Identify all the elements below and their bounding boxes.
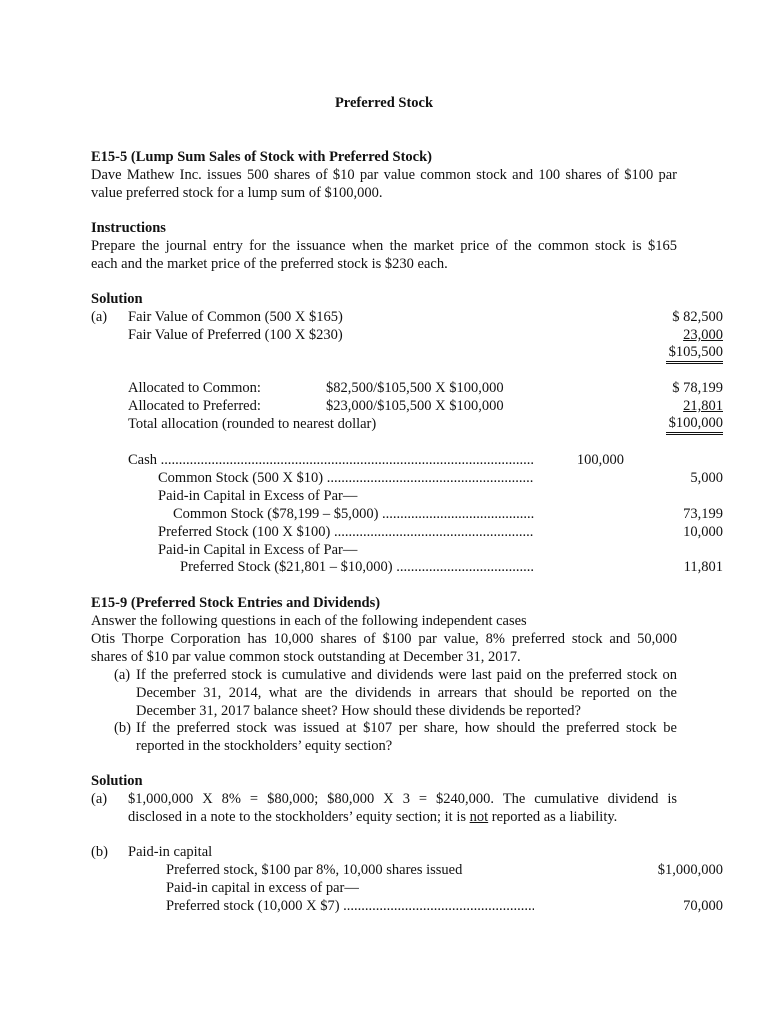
fair-value-label: Fair Value of Common (500 X $165) <box>128 309 343 325</box>
journal-credit: 73,199 <box>683 506 723 522</box>
equity-line-label: Preferred stock (10,000 X $7) ..... <box>166 897 534 915</box>
question-a-line: If the preferred stock is cumulative and dividends were last paid on the preferred stock on <box>136 667 677 683</box>
journal-account-cash: Cash ..... <box>128 451 534 469</box>
fair-value-total: $105,500 <box>666 344 723 364</box>
exercise-heading-e15-5: E15-5 (Lump Sum Sales of Stock with Preferred Stock) <box>91 149 433 165</box>
allocation-calculation: $82,500/$105,500 X $100,000 <box>326 380 504 396</box>
e15-5-description-line: value preferred stock for a lump sum of $100,000. <box>91 185 383 201</box>
journal-credit: 11,801 <box>683 559 723 575</box>
question-a-line: December 31, 2014, what are the dividends in arrears that should be reported on the <box>136 685 677 701</box>
e15-9-description-line: Answer the following questions in each of the following independent cases <box>91 613 527 629</box>
journal-credit: 5,000 <box>690 470 723 486</box>
question-a-line: December 31, 2017 balance sheet? How should these dividends be reported? <box>136 703 581 719</box>
question-b-line: reported in the stockholders’ equity section? <box>136 738 393 754</box>
instructions-line: Prepare the journal entry for the issuance when the market price of the common stock is $165 <box>91 238 677 254</box>
total-allocation-label: Total allocation (rounded to nearest dollar) <box>128 416 377 432</box>
instructions-heading: Instructions <box>91 220 166 236</box>
solution-a-line: $1,000,000 X 8% = $80,000; $80,000 X 3 = $240,000. The cumulative dividend is <box>128 791 677 807</box>
fair-value-amount: $ 82,500 <box>672 309 723 325</box>
allocation-amount: 21,801 <box>683 398 723 414</box>
question-label-a: (a) <box>114 667 131 683</box>
journal-debit: 100,000 <box>576 452 624 468</box>
e15-5-description-line: Dave Mathew Inc. issues 500 shares of $10 par value common stock and 100 shares of $100 par <box>91 167 677 183</box>
fair-value-label: Fair Value of Preferred (100 X $230) <box>128 327 343 343</box>
solution-a-line <box>128 808 617 826</box>
journal-account-apic-common-header: Paid-in Capital in Excess of Par— <box>158 488 358 504</box>
part-label-a: (a) <box>91 309 108 325</box>
solution-label-b: (b) <box>91 844 108 860</box>
e15-9-description-line: Otis Thorpe Corporation has 10,000 shares of $100 par value, 8% preferred stock and 50,000 <box>91 631 677 647</box>
allocation-label: Allocated to Common: <box>128 380 261 396</box>
solution-heading: Solution <box>91 291 143 307</box>
allocation-calculation: $23,000/$105,500 X $100,000 <box>326 398 504 414</box>
question-b-line: If the preferred stock was issued at $107 per share, how should the preferred stock be <box>136 720 677 736</box>
equity-line-amount: 70,000 <box>683 898 723 914</box>
total-allocation-amount: $100,000 <box>666 415 723 435</box>
journal-credit: 10,000 <box>683 524 723 540</box>
page-title: Preferred Stock <box>334 95 434 111</box>
emphasis-not: not <box>469 809 489 825</box>
allocation-label: Allocated to Preferred: <box>128 398 261 414</box>
solution-a-text: disclosed in a note to the stockholders’ equity section; it is <box>128 809 470 825</box>
paid-in-capital-heading: Paid-in capital <box>128 844 213 860</box>
equity-line-amount: $1,000,000 <box>657 862 723 878</box>
e15-9-description-line: shares of $10 par value common stock outstanding at December 31, 2017. <box>91 649 521 665</box>
fair-value-amount: 23,000 <box>683 327 723 343</box>
equity-line-label: Preferred stock, $100 par 8%, 10,000 shares issued <box>166 862 463 878</box>
equity-line-label: Paid-in capital in excess of par— <box>166 880 359 896</box>
solution-label-a: (a) <box>91 791 108 807</box>
instructions-line: each and the market price of the preferred stock is $230 each. <box>91 256 448 272</box>
solution-a-text: reported as a liability. <box>488 809 618 825</box>
journal-account-apic-preferred: Preferred Stock ($21,801 – $10,000) ..... <box>180 558 534 576</box>
journal-account-preferred-stock: Preferred Stock (100 X $100) ..... <box>158 523 534 541</box>
solution-heading: Solution <box>91 773 143 789</box>
question-label-b: (b) <box>114 720 131 736</box>
journal-account-apic-preferred-header: Paid-in Capital in Excess of Par— <box>158 542 358 558</box>
allocation-amount: $ 78,199 <box>672 380 723 396</box>
journal-account-common-stock: Common Stock (500 X $10) ..... <box>158 469 534 487</box>
journal-account-apic-common: Common Stock ($78,199 – $5,000) ..... <box>173 505 534 523</box>
exercise-heading-e15-9: E15-9 (Preferred Stock Entries and Dividends) <box>91 595 381 611</box>
